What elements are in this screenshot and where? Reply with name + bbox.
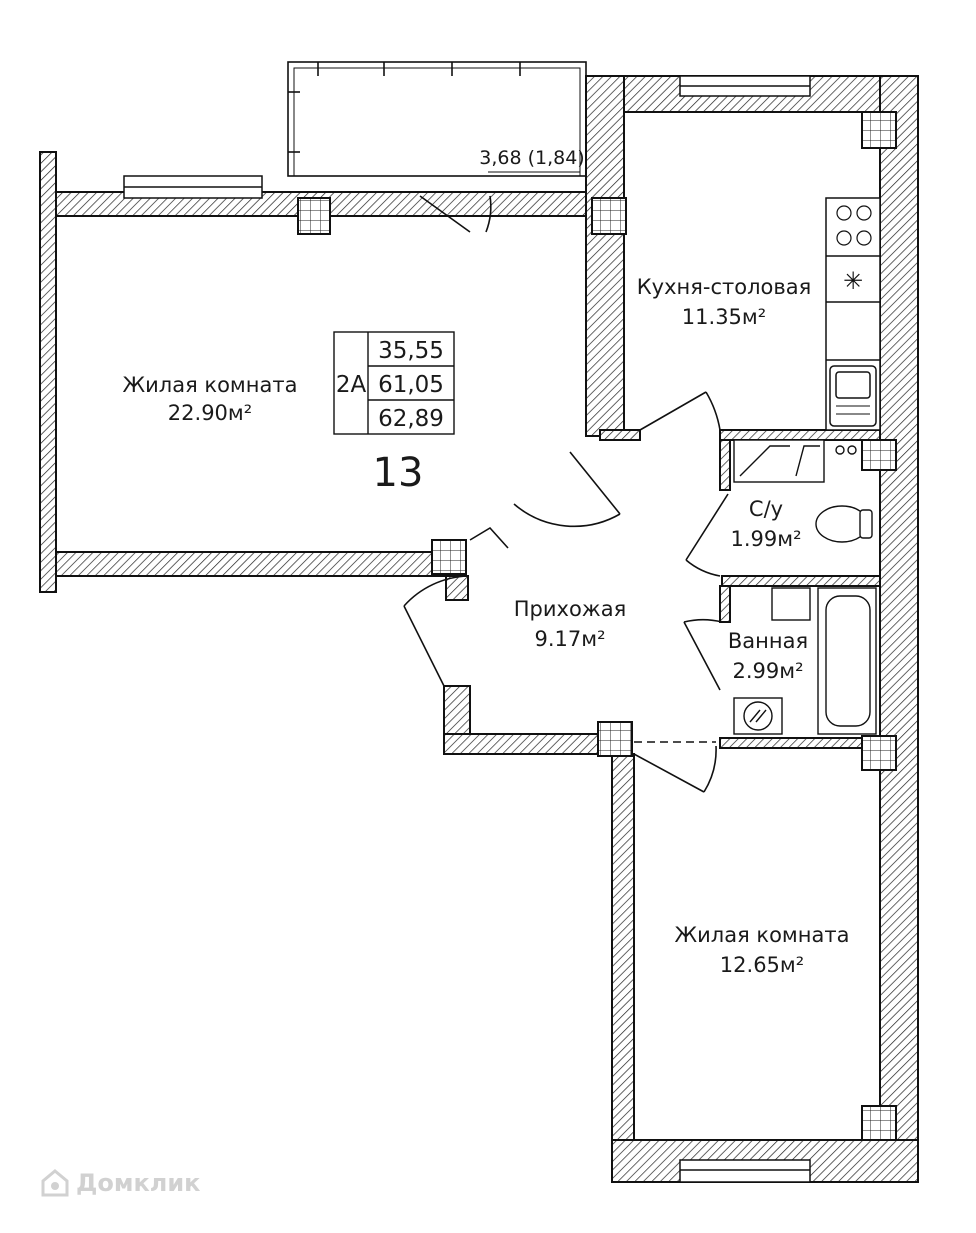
wall-living-bottom — [56, 552, 456, 576]
windows — [124, 76, 810, 1182]
wall-left-outer — [40, 152, 56, 592]
room-area-living-small: 12.65м² — [719, 953, 805, 977]
column — [598, 722, 632, 756]
area-total: 61,05 — [378, 372, 444, 398]
column — [862, 440, 896, 470]
domclick-logo-icon — [40, 1168, 70, 1198]
door-kitchen — [640, 392, 720, 430]
wall-wc-bath — [722, 576, 880, 586]
apartment-type: 2А — [335, 372, 367, 398]
watermark-text: Домклик — [76, 1169, 201, 1197]
wall-kitchen-left — [586, 76, 624, 436]
room-area-wc: 1.99м² — [730, 527, 802, 551]
column — [862, 112, 896, 148]
apartment-number: 13 — [372, 450, 424, 496]
wall-bath-left — [720, 586, 730, 622]
room-name-hallway: Прихожая — [513, 597, 627, 621]
room-name-kitchen: Кухня-столовая — [636, 275, 812, 299]
door-living-stub — [470, 528, 508, 548]
washbasin-icon — [772, 588, 810, 620]
room-name-living-small: Жилая комната — [674, 923, 850, 947]
snowflake-icon: ✳ — [842, 267, 864, 295]
column — [432, 540, 466, 574]
wall-bath-bottom — [720, 738, 880, 748]
wall-wc-left — [720, 440, 730, 490]
wall-bedroom-left — [612, 754, 634, 1182]
watermark — [40, 1168, 200, 1198]
room-area-hallway: 9.17м² — [534, 627, 606, 651]
room-area-bathroom: 2.99м² — [732, 659, 804, 683]
window — [680, 1160, 810, 1182]
room-area-living-large: 22.90м² — [167, 401, 253, 425]
area-total-balcony: 62,89 — [378, 406, 444, 432]
door-bedroom-small — [634, 746, 716, 792]
area-living: 35,55 — [378, 338, 444, 364]
column — [862, 736, 896, 770]
room-name-living-large: Жилая комната — [122, 373, 298, 397]
door-bathroom — [684, 620, 722, 690]
column — [592, 198, 626, 234]
wall-kitchen-bottom — [600, 430, 640, 440]
door-living-large — [514, 452, 620, 526]
column — [298, 198, 330, 234]
wall-hall-bottom — [444, 734, 614, 754]
wall-hall-stub — [446, 576, 468, 600]
kitchen-fixtures — [826, 198, 880, 430]
door-wc — [686, 494, 728, 576]
wall-right-outer — [880, 76, 918, 1182]
room-name-bathroom: Ванная — [727, 629, 809, 653]
balcony-area: 3,68 (1,84) — [479, 147, 585, 169]
room-area-kitchen: 11.35м² — [681, 305, 767, 329]
column — [862, 1106, 896, 1140]
room-name-wc: С/у — [748, 497, 784, 521]
boiler-icon — [734, 698, 782, 734]
wall-kitchen-bottom-right — [720, 430, 880, 440]
